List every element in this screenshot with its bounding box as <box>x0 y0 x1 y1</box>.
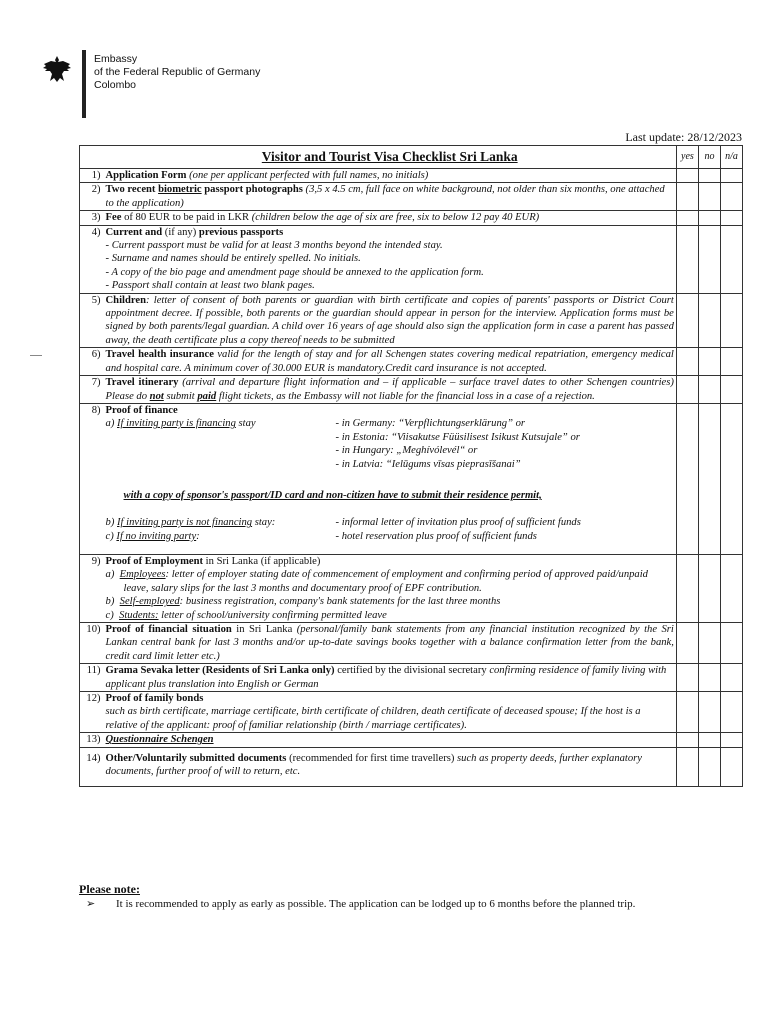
column-no: no <box>698 146 720 169</box>
item-number: 9) <box>80 554 104 622</box>
table-row <box>80 403 743 554</box>
table-row <box>80 747 743 786</box>
table-row <box>80 169 743 183</box>
table-row <box>80 348 743 376</box>
item-passport-photographs: Two recent biometric passport photographs (3,5 x 4.5 cm, full face on white background, not older than six months, one attached to the application) <box>104 183 677 211</box>
checkbox-no[interactable] <box>698 747 720 786</box>
checkbox-na[interactable] <box>720 225 742 293</box>
header-blank <box>80 146 104 169</box>
item-financial-situation: Proof of financial situation in Sri Lanka (personal/family bank statements from any financial institution recognized by the Sri Lankan central bank for last 3 months and/or up-to-date savings books together with a balance confirmation letter from the bank, credit card limit letter etc.) <box>104 622 677 663</box>
checkbox-yes[interactable] <box>676 348 698 376</box>
checkbox-no[interactable] <box>698 183 720 211</box>
item-proof-of-employment: Proof of Employment in Sri Lanka (if applicable) a) Employees: letter of employer stating date of commencement of employment and confirming period of approved paid/unpaid leave, salary slips for the last 3 months and documentary proof of EPF contribution. b) Self-employed: business registration, company's bank statements for the last three months c) Students: letter of school/university confirming permitted leave <box>104 554 677 622</box>
checkbox-na[interactable] <box>720 691 742 732</box>
checkbox-yes[interactable] <box>676 747 698 786</box>
checkbox-no[interactable] <box>698 622 720 663</box>
checkbox-no[interactable] <box>698 664 720 692</box>
checkbox-na[interactable] <box>720 183 742 211</box>
note-text: It is recommended to apply as early as possible. The application can be lodged up to 6 months before the planned trip. <box>116 898 636 910</box>
table-row <box>80 225 743 293</box>
checkbox-na[interactable] <box>720 169 742 183</box>
table-row <box>80 376 743 404</box>
table-row <box>80 664 743 692</box>
checkbox-na[interactable] <box>720 733 742 747</box>
checkbox-yes[interactable] <box>676 403 698 554</box>
checkbox-yes[interactable] <box>676 376 698 404</box>
item-travel-itinerary: Travel itinerary (arrival and departure flight information and – if applicable – surface travel dates to other Schengen countries) Please do not submit paid flight tickets, as the Embassy will not liable for the financial loss in a case of a rejection. <box>104 376 677 404</box>
item-passports: Current and (if any) previous passports - Current passport must be valid for at least 3 months beyond the intended stay. - Surname and names should be entirely spelled. No initials. - A copy of the bio page and amendment page should be annexed to the application form. - Passport shall contain at least two blank pages. <box>104 225 677 293</box>
checkbox-yes[interactable] <box>676 183 698 211</box>
federal-eagle-logo <box>42 54 72 84</box>
table-row <box>80 622 743 663</box>
item-number: 14) <box>80 747 104 786</box>
checkbox-yes[interactable] <box>676 664 698 692</box>
checkbox-no[interactable] <box>698 225 720 293</box>
checkbox-na[interactable] <box>720 622 742 663</box>
item-fee: Fee of 80 EUR to be paid in LKR (children below the age of six are free, six to below 12 pay 40 EUR) <box>104 211 677 225</box>
embassy-name <box>94 53 260 92</box>
checkbox-yes[interactable] <box>676 169 698 183</box>
table-row <box>80 554 743 622</box>
checkbox-na[interactable] <box>720 554 742 622</box>
checklist-table <box>79 145 743 787</box>
header-divider <box>82 50 86 118</box>
item-number: 11) <box>80 664 104 692</box>
item-number: 8) <box>80 403 104 554</box>
arrow-bullet-icon: ➢ <box>86 898 96 910</box>
column-na: n/a <box>720 146 742 169</box>
checkbox-na[interactable] <box>720 211 742 225</box>
checkbox-no[interactable] <box>698 733 720 747</box>
note-heading: Please note: <box>79 882 140 896</box>
checkbox-no[interactable] <box>698 348 720 376</box>
item-children: Children: letter of consent of both parents or guardian with birth certificate and copies of parents' passports or District Court appointment decree. If possible, both parents or the guardian should appear in person for the interview. Application forms must be signed by both parents/legal guardian. A child over 16 years of age should also sign the application form in case a parent has passed away, the death certificate plus a copy thereof needs to be submitted <box>104 293 677 348</box>
embassy-line-3: Colombo <box>94 79 137 91</box>
checkbox-no[interactable] <box>698 293 720 348</box>
checklist-title: Visitor and Tourist Visa Checklist Sri Lanka <box>104 146 677 169</box>
item-questionnaire: Questionnaire Schengen <box>104 733 677 747</box>
checkbox-yes[interactable] <box>676 554 698 622</box>
checkbox-no[interactable] <box>698 211 720 225</box>
checkbox-na[interactable] <box>720 403 742 554</box>
margin-mark <box>30 355 42 356</box>
sponsor-note: with a copy of sponsor's passport/ID card and non-citizen have to submit their residence permit, <box>123 489 542 501</box>
checkbox-no[interactable] <box>698 554 720 622</box>
item-number: 10) <box>80 622 104 663</box>
checkbox-yes[interactable] <box>676 733 698 747</box>
item-application-form: Application Form (one per applicant perfected with full names, no initials) <box>104 169 677 183</box>
item-number: 5) <box>80 293 104 348</box>
embassy-line-1: Embassy <box>94 53 138 65</box>
item-number: 6) <box>80 348 104 376</box>
checkbox-yes[interactable] <box>676 622 698 663</box>
checkbox-yes[interactable] <box>676 293 698 348</box>
table-row <box>80 211 743 225</box>
item-number: 13) <box>80 733 104 747</box>
table-header-row <box>80 146 743 169</box>
checkbox-yes[interactable] <box>676 211 698 225</box>
column-yes: yes <box>676 146 698 169</box>
item-number: 7) <box>80 376 104 404</box>
last-update: Last update: 28/12/2023 <box>625 130 742 144</box>
table-row <box>80 293 743 348</box>
item-number: 3) <box>80 211 104 225</box>
checkbox-na[interactable] <box>720 747 742 786</box>
item-number: 4) <box>80 225 104 293</box>
checkbox-yes[interactable] <box>676 225 698 293</box>
checkbox-na[interactable] <box>720 664 742 692</box>
item-health-insurance: Travel health insurance valid for the length of stay and for all Schengen states covering medical repatriation, emergency medical and hospital care. A minimum cover of 30.000 EUR is mandatory.Credit card insurance is not accepted. <box>104 348 677 376</box>
checkbox-no[interactable] <box>698 376 720 404</box>
item-other-documents: Other/Voluntarily submitted documents (recommended for first time travellers) such as property deeds, further explanatory documents, further proof of will to return, etc. <box>104 747 677 786</box>
checkbox-na[interactable] <box>720 376 742 404</box>
checkbox-na[interactable] <box>720 293 742 348</box>
checkbox-yes[interactable] <box>676 691 698 732</box>
table-row <box>80 183 743 211</box>
checkbox-no[interactable] <box>698 169 720 183</box>
note-item <box>86 897 635 910</box>
item-grama-sevaka: Grama Sevaka letter (Residents of Sri Lanka only) certified by the divisional secretary confirming residence of family living with applicant plus translation into English or German <box>104 664 677 692</box>
item-family-bonds: Proof of family bonds such as birth certificate, marriage certificate, birth certificate of children, death certificate of deceased spouse; If the host is a relative of the applicant: proof of familiar relationship (birth / marriage certificates). <box>104 691 677 732</box>
checkbox-no[interactable] <box>698 403 720 554</box>
item-number: 12) <box>80 691 104 732</box>
item-number: 2) <box>80 183 104 211</box>
table-row <box>80 691 743 732</box>
checkbox-no[interactable] <box>698 691 720 732</box>
item-proof-of-finance: Proof of finance a) If inviting party is financing stay - in Germany: “Verpflichtungserklärung” or - in Estonia: “Viisakutse Füüsilisest Isikust Kutsujale” or - in Hungary: „Meghívólevél“ or - in Latvia: “Ielūgums vīsas pieprasīšanai” with a copy of sponsor's passport/ID card and non-citizen have to submit their residence permit, b) If inviting party is not financing stay: - informal letter of invitation plus proof of sufficient funds c) If no inviting party: - hotel reservation plus proof of sufficient funds <box>104 403 677 554</box>
item-number: 1) <box>80 169 104 183</box>
table-row <box>80 733 743 747</box>
checkbox-na[interactable] <box>720 348 742 376</box>
embassy-line-2: of the Federal Republic of Germany <box>94 66 261 78</box>
